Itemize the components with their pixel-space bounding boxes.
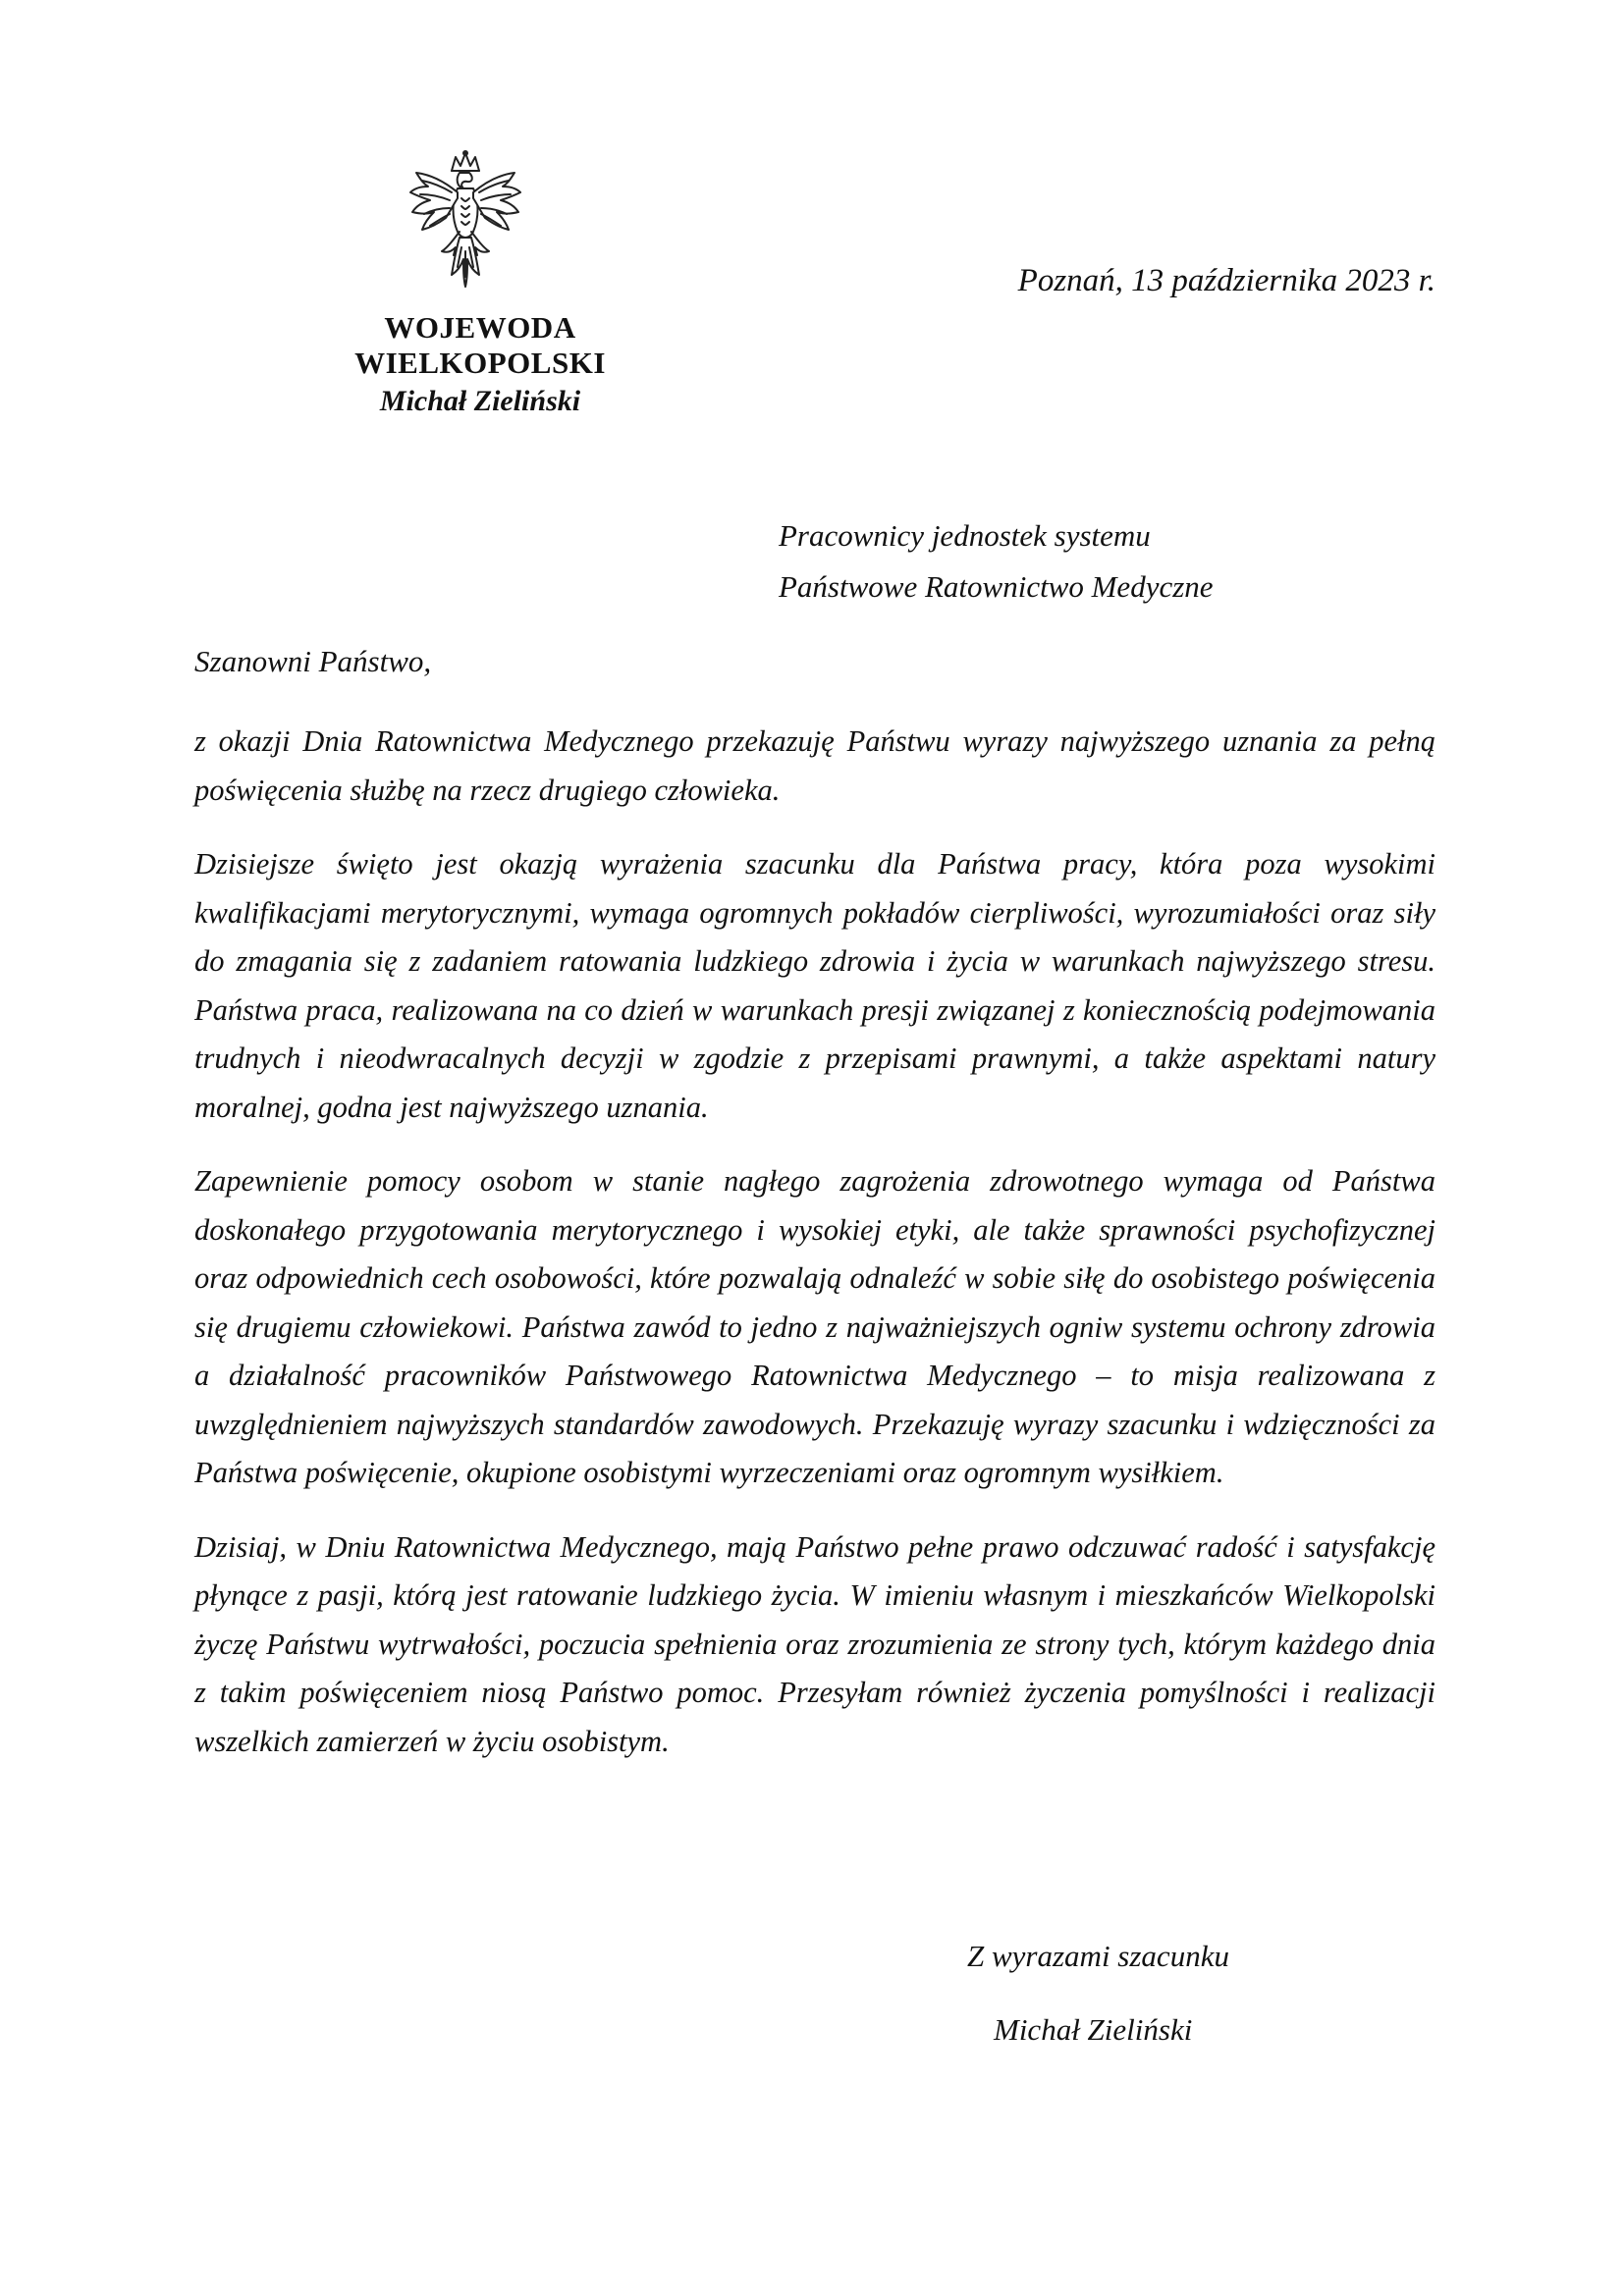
authority-title: WOJEWODA WIELKOPOLSKI bbox=[354, 310, 606, 380]
body-paragraph-2: Dzisiejsze święto jest okazją wyrażenia szacunku dla Państwa pracy, która poza wysokimi kwalifikacjami merytorycznymi, wymaga ogromnych pokładów cierpliwości, wyrozumiałości oraz siły do zmagania się z zadaniem ratowania ludzkiego zdrowia i życia w warunkach najwyższego stresu. Państwa praca, realizowana na co dzień w warunkach presji związanej z koniecznością podejmowania trudnych i nieodwracalnych decyzji w zgodzie z przepisami prawnymi, a także aspektami natury moralnej, godna jest najwyższego uznania. bbox=[194, 847, 1435, 1124]
body-paragraph-4: Dzisiaj, w Dniu Ratownictwa Medycznego, mają Państwo pełne prawo odczuwać radość i satysfakcję płynące z pasji, którą jest ratowanie ludzkiego życia. W imieniu własnym i mieszkańców Wielkopolski życzę Państwu wytrwałości, poczucia spełnienia oraz zrozumienia ze strony tych, którym każdego dnia z takim poświęceniem niosą Państwo pomoc. Przesyłam również życzenia pomyślności i realizacji wszelkich zamierzeń w życiu osobistym. bbox=[194, 1529, 1435, 1758]
letter-body bbox=[194, 718, 1435, 1791]
place-date: Poznań, 13 października 2023 r. bbox=[1017, 263, 1435, 298]
body-paragraph-3: Zapewnienie pomocy osobom w stanie nagłego zagrożenia zdrowotnego wymaga od Państwa doskonałego przygotowania merytorycznego i wysokiej etyki, ale także sprawności psychofizycznej oraz odpowiednich cech osobowości, które pozwalają odnaleźć w sobie siłę do osobistego poświęcenia się drugiemu człowiekowi. Państwa zawód to jedno z najważniejszych ogniw systemu ochrony zdrowia a działalność pracowników Państwowego Ratownictwa Medycznego – to misja realizowana z uwzględnieniem najwyższych standardów zawodowych. Przekazuję wyrazy szacunku i wdzięczności za Państwa poświęcenie, okupione osobistymi wyrzeczeniami oraz ogromnym wysiłkiem. bbox=[194, 1164, 1435, 1489]
salutation: Szanowni Państwo, bbox=[194, 644, 432, 678]
recipient-line-2: Państwowe Ratownictwo Medyczne bbox=[779, 569, 1214, 604]
official-name: Michał Zieliński bbox=[379, 385, 581, 417]
signature-name: Michał Zieliński bbox=[994, 2012, 1193, 2047]
recipient-line-1: Pracownicy jednostek systemu bbox=[779, 518, 1151, 553]
closing-phrase: Z wyrazami szacunku bbox=[967, 1939, 1229, 1973]
recipient-block bbox=[779, 510, 1214, 613]
body-paragraph-1: z okazji Dnia Ratownictwa Medycznego przekazuję Państwu wyrazy najwyższego uznania za pełną poświęcenia służbę na rzecz drugiego człowieka. bbox=[194, 724, 1435, 807]
white-eagle-emblem-icon bbox=[403, 149, 528, 294]
